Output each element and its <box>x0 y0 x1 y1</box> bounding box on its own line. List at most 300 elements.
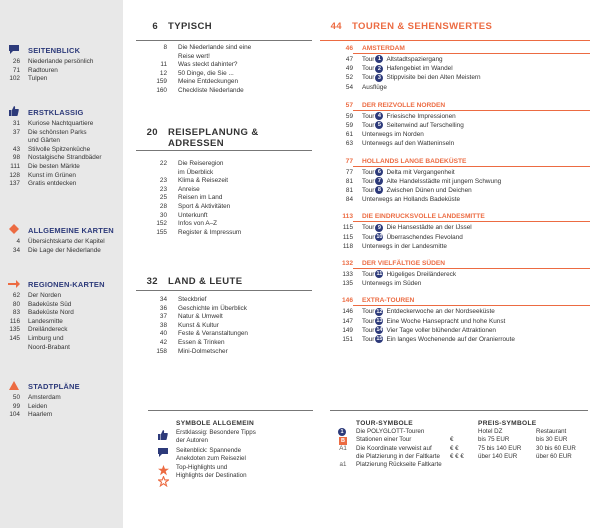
sidebar-section-title: ERSTKLASSIG <box>28 107 84 117</box>
divider <box>136 150 312 151</box>
tour-item-label: Stippvisite bei den Alten Meistern <box>386 74 481 82</box>
price-row <box>450 445 590 453</box>
divider <box>353 53 590 54</box>
section-typisch-header: 6 TYPISCH <box>152 21 212 32</box>
price-symbol: € € € <box>450 452 464 460</box>
tour-symbol-label: Stationen einer Tour <box>356 436 412 444</box>
price-row <box>450 436 590 444</box>
sidebar-item-label: Badeküste Süd <box>28 300 72 308</box>
tour-symbol-item <box>330 428 470 436</box>
toc-item-label: Infos von A–Z <box>178 220 218 228</box>
divider <box>353 305 590 306</box>
tour-group-header[interactable] <box>320 44 590 53</box>
page-number: 59 <box>345 112 353 120</box>
sidebar-item[interactable] <box>0 154 123 163</box>
divider <box>320 40 590 41</box>
tour-symbol-item <box>330 453 470 461</box>
tour-word: Tour <box>362 56 375 63</box>
page-number: 43 <box>12 145 20 153</box>
page-number: 147 <box>342 317 353 325</box>
sidebar-item-label: Die schönsten Parks <box>28 128 87 136</box>
page-number: 104 <box>9 411 20 419</box>
page-number: 77 <box>345 168 353 176</box>
sidebar-item[interactable] <box>0 309 123 318</box>
page-number: 99 <box>12 402 20 410</box>
toc-item[interactable] <box>136 169 312 178</box>
price-symbol: € € <box>450 444 459 452</box>
toc-item[interactable] <box>136 87 312 96</box>
tour-item[interactable] <box>320 307 590 316</box>
toc-item[interactable] <box>136 348 312 357</box>
tour-group-header[interactable] <box>320 259 590 268</box>
tour-item-label: Unterwegs in der Landesmitte <box>362 242 447 250</box>
symbol-legend-text: Erstklassig: Besondere Tipps <box>176 429 256 437</box>
tour-item-label: Ausflüge <box>362 83 387 91</box>
tour-word: Tour <box>362 177 375 185</box>
tour-item[interactable] <box>320 186 590 195</box>
divider <box>136 290 312 291</box>
symbol-legend-text: der Autoren <box>176 437 208 445</box>
toc-item[interactable] <box>136 330 312 339</box>
tour-symbol-item <box>330 445 470 453</box>
tour-item-label: Entdeckerwoche an der Nordseeküste <box>386 308 495 316</box>
toc-item-label: Essen & Trinken <box>178 338 225 346</box>
tour-word: Tour <box>362 74 375 82</box>
tour-item[interactable] <box>320 326 590 335</box>
sidebar-item[interactable] <box>0 67 123 76</box>
page-number: 133 <box>342 271 353 279</box>
tour-item-label: Die Hansestädte an der IJssel <box>386 224 472 232</box>
sidebar-item[interactable] <box>0 137 123 146</box>
page-number: 42 <box>159 338 167 346</box>
page-number: 160 <box>156 86 167 94</box>
tour-item[interactable] <box>320 139 590 148</box>
page-number: 34 <box>159 296 167 303</box>
tour-word: Tour <box>362 233 375 241</box>
page-number: 11 <box>160 61 167 69</box>
toc-item-label: Natur & Umwelt <box>178 313 223 321</box>
price-restaurant: bis 30 EUR <box>536 436 568 444</box>
tour-group-header[interactable] <box>320 212 590 221</box>
symbols-general: SYMBOLE ALLGEMEIN Erstklassig: Besondere Tipps der Autoren Seitenblick: Spannende Anekdoten zum Reiseziel Top-Highlights und Highlights der Destination <box>150 420 310 490</box>
price-restaurant: über 60 EUR <box>536 452 572 460</box>
sidebar-item[interactable] <box>0 129 123 138</box>
diamond-icon <box>0 221 28 239</box>
toc-item[interactable] <box>136 203 312 212</box>
symbol-legend-text: Seitenblick: Spannende <box>176 446 242 454</box>
page-number: 145 <box>9 334 20 342</box>
tour-item[interactable] <box>320 55 590 64</box>
page-number: 37 <box>12 128 20 136</box>
sidebar-section-stadtplaene <box>0 380 123 420</box>
tour-item[interactable] <box>320 130 590 139</box>
page-number: 113 <box>342 213 353 221</box>
toc-item[interactable] <box>136 186 312 195</box>
page-number: 81 <box>345 177 353 185</box>
tour-group <box>320 259 590 288</box>
thumbs-up-icon <box>150 429 176 445</box>
price-restaurant: 30 bis 60 EUR <box>536 444 576 452</box>
tour-group-title: DIE EINDRUCKSVOLLE LANDESMITTE <box>362 213 485 221</box>
tour-word: Tour <box>362 326 375 334</box>
sidebar-section-title: STADTPLÄNE <box>28 381 80 391</box>
page-number: 83 <box>12 309 20 317</box>
sidebar-item[interactable] <box>0 238 123 247</box>
thumbs-up-icon <box>0 103 28 121</box>
page-number: 111 <box>10 162 20 170</box>
page-number: 152 <box>156 220 167 228</box>
sidebar-section-regionen <box>0 278 123 352</box>
page-number: 128 <box>9 171 20 179</box>
sidebar-item[interactable] <box>0 344 123 353</box>
tour-word: Tour <box>362 168 375 176</box>
tour-number-icon: 4 <box>375 112 383 120</box>
sidebar-item[interactable] <box>0 247 123 256</box>
toc-item[interactable] <box>136 313 312 322</box>
speech-bubble-icon <box>150 447 176 463</box>
tour-group-title: DER VIELFÄLTIGE SÜDEN <box>362 260 446 268</box>
tour-group-header[interactable] <box>320 101 590 110</box>
sidebar-item[interactable] <box>0 172 123 181</box>
page-number: 4 <box>16 238 20 245</box>
page-number: 149 <box>342 326 353 334</box>
page-number: 49 <box>345 65 353 73</box>
tour-word: Tour <box>362 65 375 73</box>
tour-number-icon: 15 <box>376 336 383 343</box>
tour-item[interactable] <box>320 279 590 288</box>
coordinate-symbol: A1 <box>339 444 347 452</box>
page-number <box>136 53 178 62</box>
divider <box>148 410 313 411</box>
page-number: 61 <box>345 131 353 139</box>
tour-word: Tour <box>362 308 375 316</box>
sidebar-item[interactable] <box>0 335 123 344</box>
tour-number-icon: 6 <box>375 168 383 176</box>
toc-item-label: Unterkunft <box>178 211 208 219</box>
sidebar-item-label: Die besten Märkte <box>28 162 80 170</box>
page-number: 23 <box>159 185 167 193</box>
tour-number-icon: 10 <box>376 233 383 240</box>
toc-item-label: Feste & Veranstaltungen <box>178 330 248 338</box>
page-number: 159 <box>156 78 167 86</box>
tour-item[interactable] <box>320 121 590 130</box>
sidebar-panel <box>0 0 123 528</box>
divider <box>353 221 590 222</box>
price-hotel: 75 bis 140 EUR <box>478 444 522 452</box>
symbol-legend-text: Top-Highlights und <box>176 464 228 472</box>
sidebar-item[interactable] <box>0 403 123 412</box>
tour-group-header[interactable] <box>320 157 590 166</box>
tour-group <box>320 101 590 149</box>
tour-item-label: Delta mit Vergangenheit <box>386 168 455 176</box>
page-number: 34 <box>12 246 20 254</box>
sidebar-item[interactable] <box>0 292 123 301</box>
page-number: 137 <box>9 180 20 188</box>
page-number: 146 <box>342 308 353 316</box>
page-number: 23 <box>159 177 167 185</box>
page-number: 98 <box>12 154 20 162</box>
tour-item[interactable] <box>320 83 590 92</box>
sidebar-item[interactable] <box>0 75 123 84</box>
sidebar-item[interactable] <box>0 318 123 327</box>
toc-item-label: Meine Entdeckungen <box>178 78 239 86</box>
sidebar-item[interactable] <box>0 301 123 310</box>
tour-number-icon: 11 <box>376 271 383 278</box>
tour-group-header[interactable] <box>320 296 590 305</box>
symbol-legend-text: Highlights der Destination <box>176 472 247 480</box>
toc-item[interactable] <box>136 44 312 53</box>
page-number: 25 <box>159 194 167 202</box>
tour-word: Tour <box>362 112 375 120</box>
sidebar-item-label: Leiden <box>28 402 48 410</box>
page-number: 40 <box>159 330 167 338</box>
tour-item-label: Eine Woche Hansepracht und hohe Kunst <box>386 317 506 325</box>
tour-number-icon: 1 <box>375 55 383 63</box>
page-number: 63 <box>345 140 353 148</box>
toc-item-label: Reisen im Land <box>178 194 223 202</box>
tour-symbol-label: Die POLYGLOTT-Touren <box>356 428 425 436</box>
tour-item-label: Zwischen Dünen und Deichen <box>386 187 472 195</box>
toc-item-label: Was steckt dahinter? <box>178 61 238 69</box>
sidebar-item[interactable] <box>0 120 123 129</box>
tour-item-label: Unterwegs im Norden <box>362 131 424 139</box>
tour-group <box>320 157 590 205</box>
station-icon: B <box>339 437 347 445</box>
toc-item-label: Anreise <box>178 185 200 193</box>
page-number: 46 <box>345 45 353 52</box>
toc-item[interactable] <box>136 177 312 186</box>
page-number: 54 <box>345 83 353 91</box>
divider <box>353 110 590 111</box>
sidebar-item[interactable] <box>0 146 123 155</box>
divider <box>353 268 590 269</box>
page-number: 30 <box>159 211 167 219</box>
tour-number-icon: 14 <box>376 327 383 334</box>
page-number: 77 <box>345 157 353 165</box>
star-small-icon <box>150 464 176 490</box>
tour-number-icon: 13 <box>376 317 383 324</box>
price-hotel: bis 75 EUR <box>478 436 510 444</box>
sidebar-item-label: Limburg und <box>28 334 64 342</box>
toc-item[interactable] <box>136 78 312 87</box>
page-number: 81 <box>345 187 353 195</box>
price-row <box>450 453 590 461</box>
symbol-legend-item <box>150 429 310 445</box>
price-symbol: € <box>450 436 454 444</box>
sidebar-item-label: Nostalgische Strandbäder <box>28 154 102 162</box>
toc-item-label: Register & Impressum <box>178 228 242 236</box>
tour-item-label: Alte Handelsstädte mit jungem Schwung <box>386 177 502 185</box>
tour-item-label: Vier Tage voller blühender Attraktionen <box>386 326 496 334</box>
symbols-price: PREIS-SYMBOLE Hotel DZ Restaurant € bis 75 EUR bis 30 EUR € € 75 bis 140 EUR 30 bis 60 EUR € € € über 140 EUR über 60 EUR <box>450 420 590 461</box>
coordinate-symbol: a1 <box>339 461 347 469</box>
toc-item[interactable] <box>136 61 312 70</box>
tour-item[interactable] <box>320 112 590 121</box>
sidebar-item-label: Stilvolle Spitzenküche <box>28 145 91 153</box>
tour-item-label: Altstadtspaziergang <box>386 56 443 63</box>
speech-bubble-icon <box>0 41 28 59</box>
sidebar-section-seitenblick <box>0 44 123 84</box>
sidebar-section-allgemeine <box>0 224 123 255</box>
tour-number-icon: 7 <box>375 177 383 185</box>
page-number: 8 <box>163 44 167 51</box>
tour-number-icon: 8 <box>375 186 383 194</box>
tour-group-title: HOLLANDS LANGE BADEKÜSTE <box>362 157 467 165</box>
tour-item[interactable] <box>320 223 590 232</box>
page-number: 135 <box>342 280 353 288</box>
tour-item-label: Friesische Impressionen <box>386 112 456 120</box>
tour-item[interactable] <box>320 317 590 326</box>
page-number: 115 <box>342 233 353 241</box>
sidebar-item-label: Amsterdam <box>28 394 61 401</box>
sidebar-item[interactable] <box>0 394 123 403</box>
page-number: 84 <box>345 196 353 204</box>
tour-number-icon: 1 <box>338 428 346 436</box>
page-number <box>0 137 28 146</box>
page-number: 62 <box>12 292 20 299</box>
page-number: 50 <box>12 394 20 401</box>
tour-item[interactable] <box>320 335 590 344</box>
symbol-legend-item <box>150 447 310 463</box>
sidebar-section-erstklassig <box>0 106 123 189</box>
page-number <box>0 344 28 353</box>
sidebar-item[interactable] <box>0 163 123 172</box>
toc-item-label: Die Reiseregion <box>178 160 224 167</box>
tour-item-label: Seitenwind auf Terschelling <box>386 122 464 130</box>
page-number: 22 <box>159 160 167 167</box>
sidebar-item[interactable] <box>0 411 123 420</box>
toc-item[interactable] <box>136 296 312 305</box>
tour-group-title: AMSTERDAM <box>362 45 405 52</box>
tour-item-label: Unterwegs auf den Watteninseln <box>362 140 455 148</box>
page-number: 71 <box>12 66 20 74</box>
tour-item-label: Ein langes Wochenende auf der Oranierroute <box>386 336 515 344</box>
sidebar-item-label: Badeküste Nord <box>28 309 74 317</box>
toc-item-label: Checkliste Niederlande <box>178 86 244 94</box>
toc-item[interactable] <box>136 220 312 229</box>
price-header: Hotel DZ Restaurant <box>478 428 567 436</box>
price-hotel: über 140 EUR <box>478 452 518 460</box>
sidebar-item-label: Landesmitte <box>28 317 63 325</box>
tour-number-icon: 2 <box>375 65 383 73</box>
page-number: 151 <box>342 336 353 344</box>
toc-item-label: Klima & Reisezeit <box>178 177 229 185</box>
tour-item[interactable] <box>320 73 590 82</box>
toc-item[interactable] <box>136 212 312 221</box>
page-number: 37 <box>159 313 167 321</box>
tour-item-label: Unterwegs im Süden <box>362 280 422 288</box>
sidebar-item-label: Radtouren <box>28 66 58 74</box>
sidebar-item-label: Kuriose Nachtquartiere <box>28 120 94 127</box>
tour-item[interactable] <box>320 242 590 251</box>
sidebar-item-label: Noord-Brabant <box>28 343 70 351</box>
tour-item[interactable] <box>320 195 590 204</box>
tour-word: Tour <box>362 271 375 279</box>
sidebar-section-title: REGIONEN-KARTEN <box>28 279 105 289</box>
tour-symbol-label: die Platzierung in der Faltkarte <box>356 452 440 460</box>
tour-item-label: Überraschendes Flevoland <box>386 233 463 241</box>
tour-item-label: Unterwegs an Hollands Badeküste <box>362 196 461 204</box>
symbol-legend-item <box>150 464 310 490</box>
sidebar-item-label: Die Lage der Niederlande <box>28 246 101 254</box>
tour-word: Tour <box>362 187 375 195</box>
sidebar-item-label: Der Norden <box>28 292 62 299</box>
tour-item-label: Hügeliges Dreiländereck <box>386 271 457 279</box>
tour-item[interactable] <box>320 64 590 73</box>
toc-item[interactable] <box>136 53 312 62</box>
symbols-tour: TOUR-SYMBOLE 1 Die POLYGLOTT-Touren B Stationen einer Tour A1 Die Koordinate verweist auf die Platzierung in der Faltkarte a1 Platzierung Rückseite Faltkarte <box>330 420 470 469</box>
tour-item[interactable] <box>320 233 590 242</box>
sidebar-item-label: Haarlem <box>28 411 53 419</box>
divider <box>353 166 590 167</box>
page-number: 28 <box>159 202 167 210</box>
tour-group-title: EXTRA-TOUREN <box>362 297 415 305</box>
sidebar-item[interactable] <box>0 180 123 189</box>
tour-number-icon: 5 <box>375 121 383 129</box>
page-number: 31 <box>12 120 20 127</box>
page-number: 118 <box>342 242 353 250</box>
arrow-right-icon <box>0 275 28 293</box>
page-number: 52 <box>345 74 353 82</box>
tour-item[interactable] <box>320 270 590 279</box>
sidebar-item-label: Dreiländereck <box>28 326 68 334</box>
page-number: 158 <box>156 347 167 355</box>
toc-item-label: 50 Dinge, die Sie ... <box>178 69 234 77</box>
toc-item-label: Sport & Aktivitäten <box>178 202 231 210</box>
page-number: 132 <box>341 260 353 268</box>
page-number: 80 <box>12 300 20 308</box>
sidebar-item-label: Niederlande persönlich <box>28 58 94 65</box>
tour-number-icon: 12 <box>376 308 383 315</box>
tour-symbol-label: Platzierung Rückseite Faltkarte <box>356 461 442 469</box>
page-number: 116 <box>9 317 20 325</box>
page-number: 38 <box>159 321 167 329</box>
page-number: 57 <box>345 101 353 109</box>
sidebar-item-label: und Gärten <box>28 137 60 145</box>
tour-word: Tour <box>362 224 375 232</box>
page-number: 155 <box>156 228 167 236</box>
toc-item[interactable] <box>136 160 312 169</box>
tour-symbol-item <box>330 436 470 444</box>
divider <box>136 40 312 41</box>
toc-item[interactable] <box>136 322 312 331</box>
toc-item-label: Steckbrief <box>178 296 207 303</box>
toc-item[interactable] <box>136 229 312 238</box>
tour-word: Tour <box>362 317 375 325</box>
toc-item-label: Mini-Dolmetscher <box>178 347 228 355</box>
triangle-icon <box>0 377 28 395</box>
symbol-legend-text: Anekdoten zum Reiseziel <box>176 454 246 462</box>
page-number <box>136 169 178 178</box>
toc-item[interactable] <box>136 70 312 79</box>
section-reise-header: 20 REISEPLANUNG & ADRESSEN <box>146 127 259 149</box>
sidebar-item[interactable] <box>0 58 123 67</box>
toc-item-label: im Überblick <box>178 168 214 176</box>
page-number: 146 <box>341 297 353 305</box>
toc-item[interactable] <box>136 194 312 203</box>
page-number: 102 <box>9 75 20 83</box>
sidebar-section-title: SEITENBLICK <box>28 45 81 55</box>
tour-symbol-item <box>330 461 470 469</box>
page-number: 135 <box>9 326 20 334</box>
toc-item[interactable] <box>136 305 312 314</box>
tour-item[interactable] <box>320 177 590 186</box>
page-number: 59 <box>345 122 353 130</box>
sidebar-item[interactable] <box>0 326 123 335</box>
sidebar-item-label: Tulpen <box>28 75 48 83</box>
toc-item[interactable] <box>136 339 312 348</box>
tour-item[interactable] <box>320 168 590 177</box>
